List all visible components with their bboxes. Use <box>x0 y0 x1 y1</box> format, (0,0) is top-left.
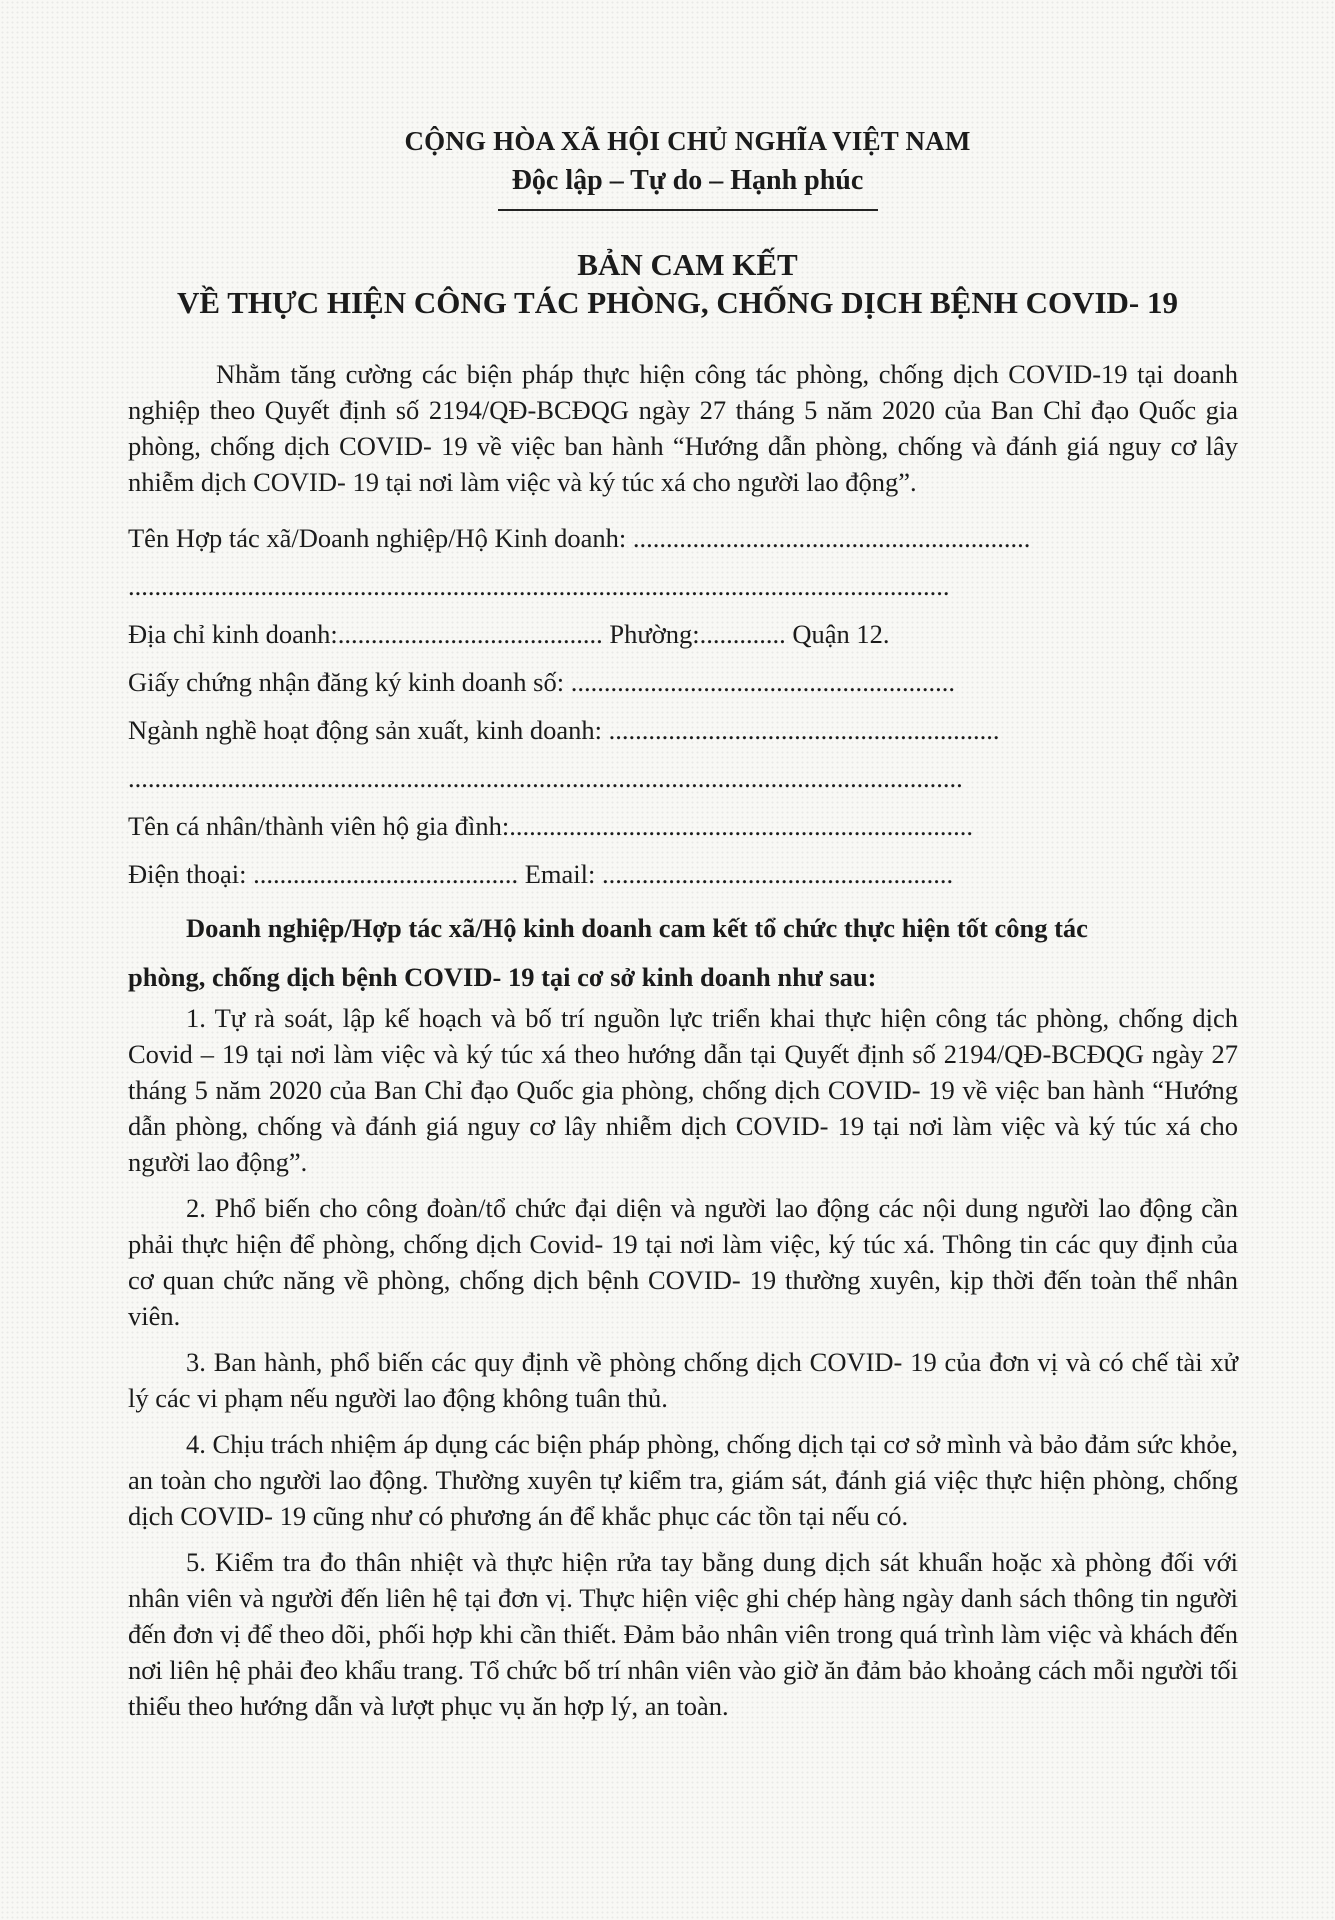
commitment-item-3: 3. Ban hành, phổ biến các quy định về phòng chống dịch COVID- 19 của đơn vị và có chế tài xử lý các vi phạm nếu người lao động không tuân thủ. <box>128 1347 1238 1413</box>
org-name-continuation: ............................................................................................................................ <box>128 571 950 601</box>
license-field: Giấy chứng nhận đăng ký kinh doanh số: .......................................................... <box>128 667 955 697</box>
document-body <box>128 356 1238 1734</box>
member-field: Tên cá nhân/thành viên hộ gia đình:...................................................................... <box>128 811 973 841</box>
header-divider <box>498 209 878 211</box>
org-name-field: Tên Hợp tác xã/Doanh nghiệp/Hộ Kinh doanh: ............................................................ <box>128 523 1031 553</box>
commitment-lead: Doanh nghiệp/Hợp tác xã/Hộ kinh doanh cam kết tổ chức thực hiện tốt công tác <box>186 913 1088 943</box>
title-line-1: BẢN CAM KẾT <box>577 247 798 282</box>
commitment-item-5: 5. Kiểm tra đo thân nhiệt và thực hiện rửa tay bằng dung dịch sát khuẩn hoặc xà phòng đối với nhân viên và người đến liên hệ tại đơn vị. Thực hiện việc ghi chép hàng ngày danh sách thông tin người đến đơn vị để theo dõi, phối hợp khi cần thiết. Đảm bảo nhân viên trong quá trình làm việc và khách đến nơi liên hệ phải đeo khẩu trang. Tổ chức bố trí nhân viên vào giờ ăn đảm bảo khoảng cách mỗi người tối thiểu theo hướng dẫn và lượt phục vụ ăn hợp lý, an toàn. <box>128 1547 1238 1721</box>
national-motto: Độc lập – Tự do – Hạnh phúc <box>511 165 864 196</box>
commitment-item-2: 2. Phổ biến cho công đoàn/tổ chức đại diện và người lao động các nội dung người lao động cần phải thực hiện để phòng, chống dịch Covid- 19 tại nơi làm việc, ký túc xá. Thông tin các quy định của cơ quan chức năng về phòng, chống dịch bệnh COVID- 19 thường xuyên, kịp thời đến toàn thể nhân viên. <box>128 1193 1238 1331</box>
address-field: Địa chỉ kinh doanh:........................................ Phường:............. Quận 12. <box>128 619 890 649</box>
industry-field: Ngành nghề hoạt động sản xuất, kinh doanh: ........................................................... <box>128 715 1000 745</box>
industry-continuation: .............................................................................................................................. <box>128 763 963 793</box>
nation-name: CỘNG HÒA XÃ HỘI CHỦ NGHĨA VIỆT NAM <box>404 126 971 156</box>
contact-field: Điện thoại: ........................................ Email: ..................................................... <box>128 859 954 889</box>
national-header <box>0 126 1335 211</box>
commitment-lead-continuation: phòng, chống dịch bệnh COVID- 19 tại cơ sở kinh doanh như sau: <box>128 962 877 992</box>
intro-paragraph: Nhằm tăng cường các biện pháp thực hiện công tác phòng, chống dịch COVID-19 tại doanh nghiệp theo Quyết định số 2194/QĐ-BCĐQG ngày 27 tháng 5 năm 2020 của Ban Chỉ đạo Quốc gia phòng, chống dịch COVID- 19 về việc ban hành “Hướng dẫn phòng, chống và đánh giá nguy cơ lây nhiễm dịch COVID- 19 tại nơi làm việc và ký túc xá cho người lao động”. <box>128 359 1238 497</box>
commitment-item-1: 1. Tự rà soát, lập kế hoạch và bố trí nguồn lực triển khai thực hiện công tác phòng, chống dịch Covid – 19 tại nơi làm việc và ký túc xá theo hướng dẫn tại Quyết định số 2194/QĐ-BCĐQG ngày 27 tháng 5 năm 2020 của Ban Chỉ đạo Quốc gia phòng, chống dịch COVID- 19 về việc ban hành “Hướng dẫn phòng, chống và đánh giá nguy cơ lây nhiễm dịch COVID- 19 tại nơi làm việc và ký túc xá cho người lao động”. <box>128 1003 1238 1177</box>
document-title <box>0 247 1335 321</box>
title-line-2: VỀ THỰC HIỆN CÔNG TÁC PHÒNG, CHỐNG DỊCH BỆNH COVID- 19 <box>177 285 1178 320</box>
commitment-item-4: 4. Chịu trách nhiệm áp dụng các biện pháp phòng, chống dịch tại cơ sở mình và bảo đảm sức khỏe, an toàn cho người lao động. Thường xuyên tự kiểm tra, giám sát, đánh giá việc thực hiện phòng, chống dịch COVID- 19 cũng như có phương án để khắc phục các tồn tại nếu có. <box>128 1429 1238 1531</box>
